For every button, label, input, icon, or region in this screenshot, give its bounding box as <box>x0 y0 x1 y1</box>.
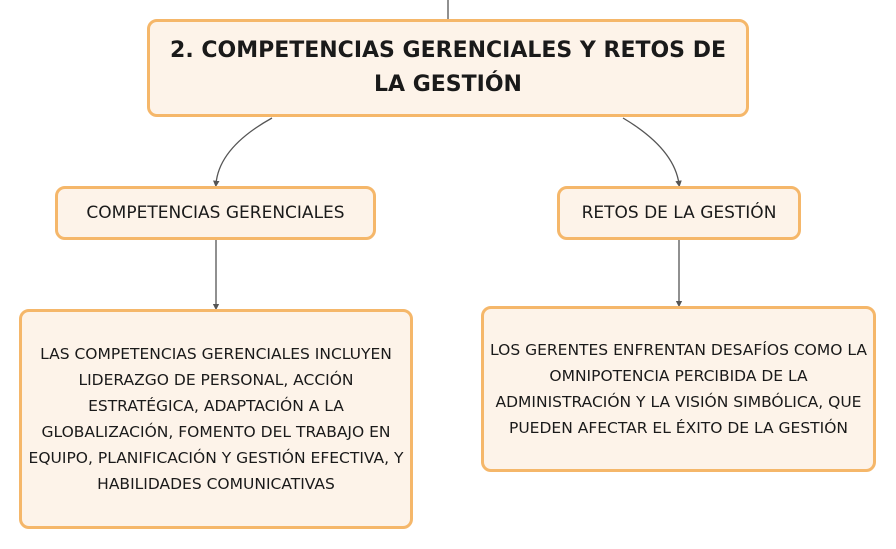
retos-gestion-label: RETOS DE LA GESTIÓN <box>581 203 777 223</box>
competencias-description-text: LAS COMPETENCIAS GERENCIALES INCLUYEN LIDERAZGO DE PERSONAL, ACCIÓN ESTRATÉGICA, ADAPTACIÓN A LA GLOBALIZACIÓN, FOMENTO DEL TRABAJO EN EQUIPO, PLANIFICACIÓN Y GESTIÓN EFECTIVA, Y HABILIDADES COMUNICATIVAS <box>28 345 404 493</box>
connector-main-to-competencias <box>216 118 272 184</box>
connector-main-to-retos <box>623 118 679 184</box>
retos-description-node[interactable] <box>481 306 876 472</box>
retos-description-text: LOS GERENTES ENFRENTAN DESAFÍOS COMO LA OMNIPOTENCIA PERCIBIDA DE LA ADMINISTRACIÓN Y LA VISIÓN SIMBÓLICA, QUE PUEDEN AFECTAR EL ÉXITO DE LA GESTIÓN <box>490 341 867 437</box>
main-topic-node[interactable] <box>147 19 749 117</box>
competencias-gerenciales-node[interactable] <box>55 186 376 240</box>
competencias-gerenciales-label: COMPETENCIAS GERENCIALES <box>86 203 345 223</box>
retos-gestion-node[interactable] <box>557 186 801 240</box>
main-topic-label: 2. COMPETENCIAS GERENCIALES Y RETOS DE LA GESTIÓN <box>170 38 726 97</box>
competencias-description-node[interactable] <box>19 309 413 529</box>
